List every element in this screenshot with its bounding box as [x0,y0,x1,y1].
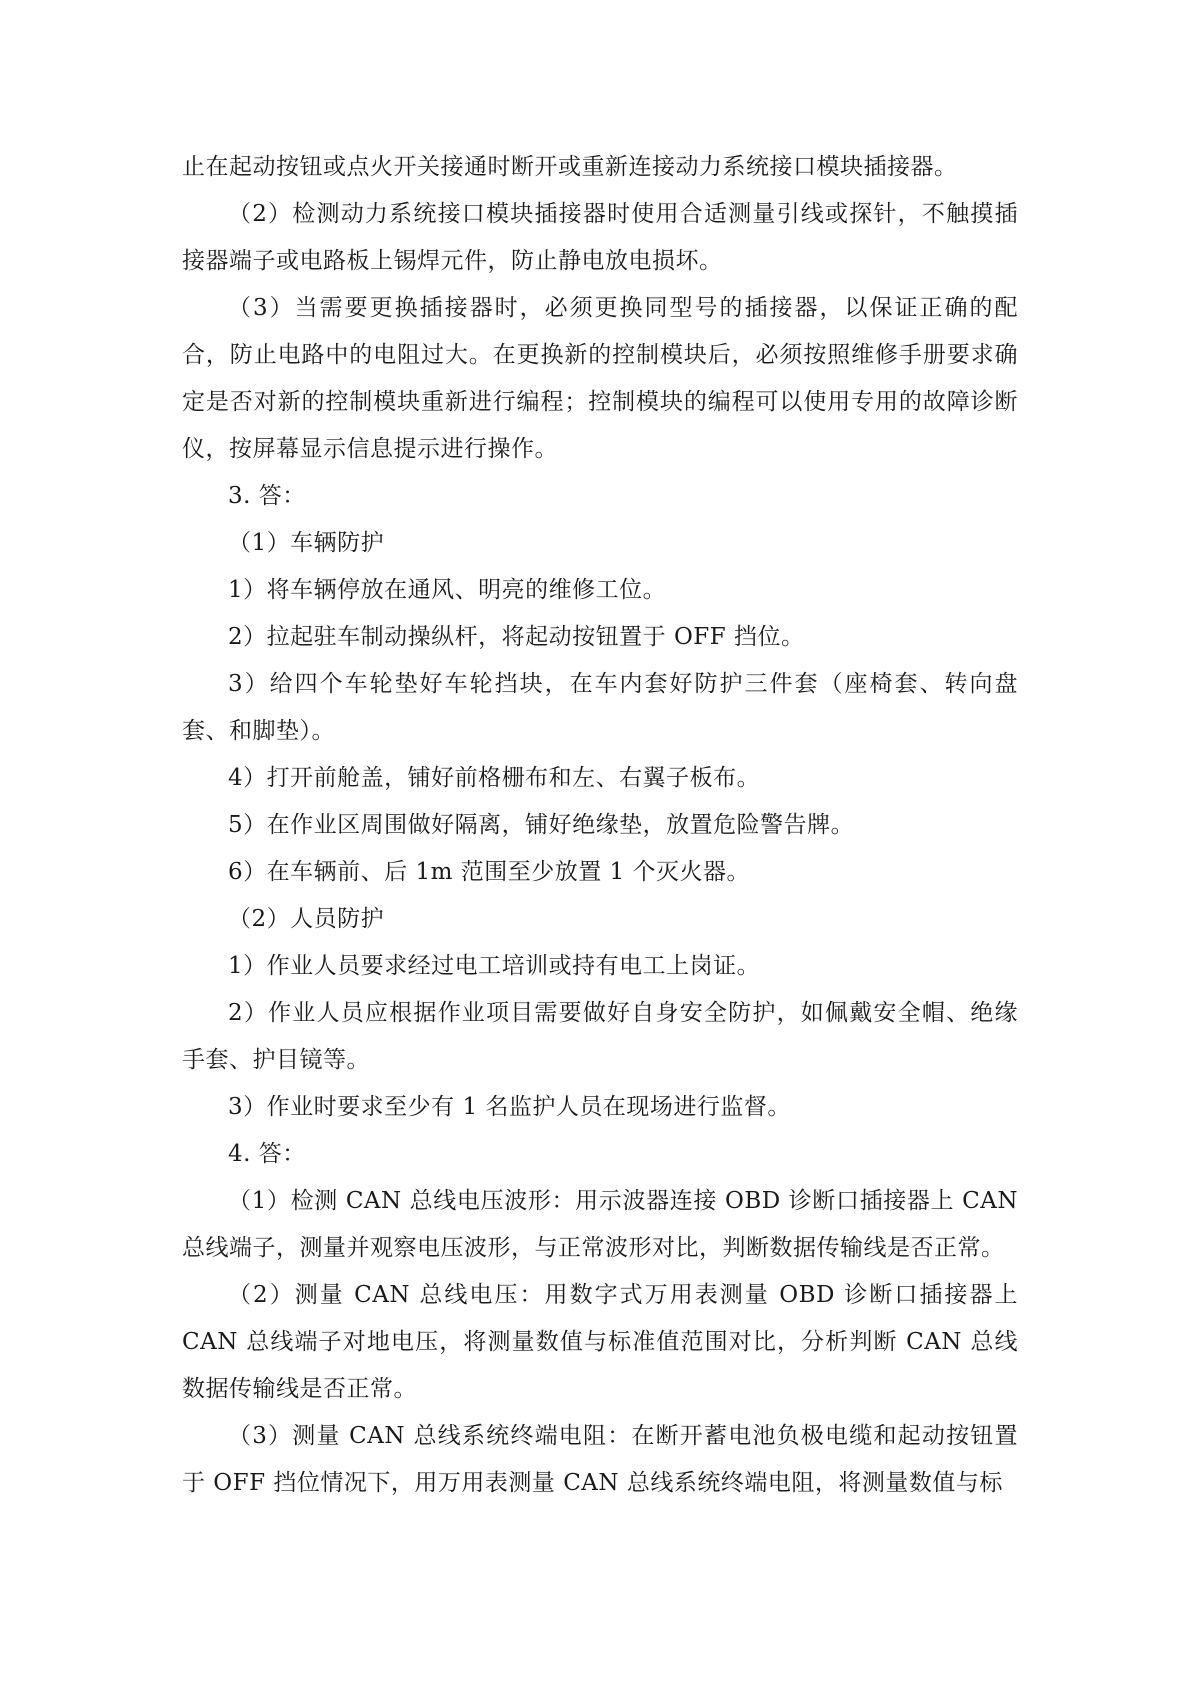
list-item: 4）打开前舱盖，铺好前格栅布和左、右翼子板布。 [228,765,761,791]
list-item: 1）将车辆停放在通风、明亮的维修工位。 [228,577,667,603]
answer-3-heading: 3. 答： [228,483,306,509]
paragraph-1: 止在起动按钮或点火开关接通时断开或重新连接动力系统接口模块插接器。 [182,154,958,180]
paragraph-2: （2）检测动力系统接口模块插接器时使用合适测量引线或探针，不触摸插接器端子或电路板上锡焊元件，防止静电放电损坏。 [182,201,1018,274]
list-item: 6）在车辆前、后 1m 范围至少放置 1 个灭火器。 [228,859,750,885]
list-item: 2）拉起驻车制动操纵杆，将起动按钮置于 OFF 挡位。 [228,624,805,650]
paragraph-3: （3）当需要更换插接器时，必须更换同型号的插接器，以保证正确的配合，防止电路中的电阻过大。在更换新的控制模块后，必须按照维修手册要求确定是否对新的控制模块重新进行编程；控制模块的编程可以使用专用的故障诊断仪，按屏幕显示信息提示进行操作。 [182,295,1018,462]
page-body [182,144,1018,1507]
paragraph-can-voltage: （2）测量 CAN 总线电压：用数字式万用表测量 OBD 诊断口插接器上 CAN 总线端子对地电压，将测量数值与标准值范围对比，分析判断 CAN 总线数据传输线是否正常。 [182,1282,1018,1402]
list-item: 2）作业人员应根据作业项目需要做好自身安全防护，如佩戴安全帽、绝缘手套、护目镜等。 [182,1000,1018,1073]
paragraph-can-resistance: （3）测量 CAN 总线系统终端电阻：在断开蓄电池负极电缆和起动按钮置于 OFF 挡位情况下，用万用表测量 CAN 总线系统终端电阻，将测量数值与标 [182,1423,1018,1496]
list-item: 3）作业时要求至少有 1 名监护人员在现场进行监督。 [228,1094,791,1120]
list-item: 1）作业人员要求经过电工培训或持有电工上岗证。 [228,953,761,979]
section-vehicle-protection: （1）车辆防护 [228,530,385,556]
section-personnel-protection: （2）人员防护 [228,906,385,932]
answer-4-heading: 4. 答： [228,1141,306,1167]
list-item: 5）在作业区周围做好隔离，铺好绝缘垫，放置危险警告牌。 [228,812,855,838]
paragraph-can-waveform: （1）检测 CAN 总线电压波形：用示波器连接 OBD 诊断口插接器上 CAN 总线端子，测量并观察电压波形，与正常波形对比，判断数据传输线是否正常。 [182,1188,1018,1261]
list-item: 3）给四个车轮垫好车轮挡块，在车内套好防护三件套（座椅套、转向盘套、和脚垫）。 [182,671,1018,744]
